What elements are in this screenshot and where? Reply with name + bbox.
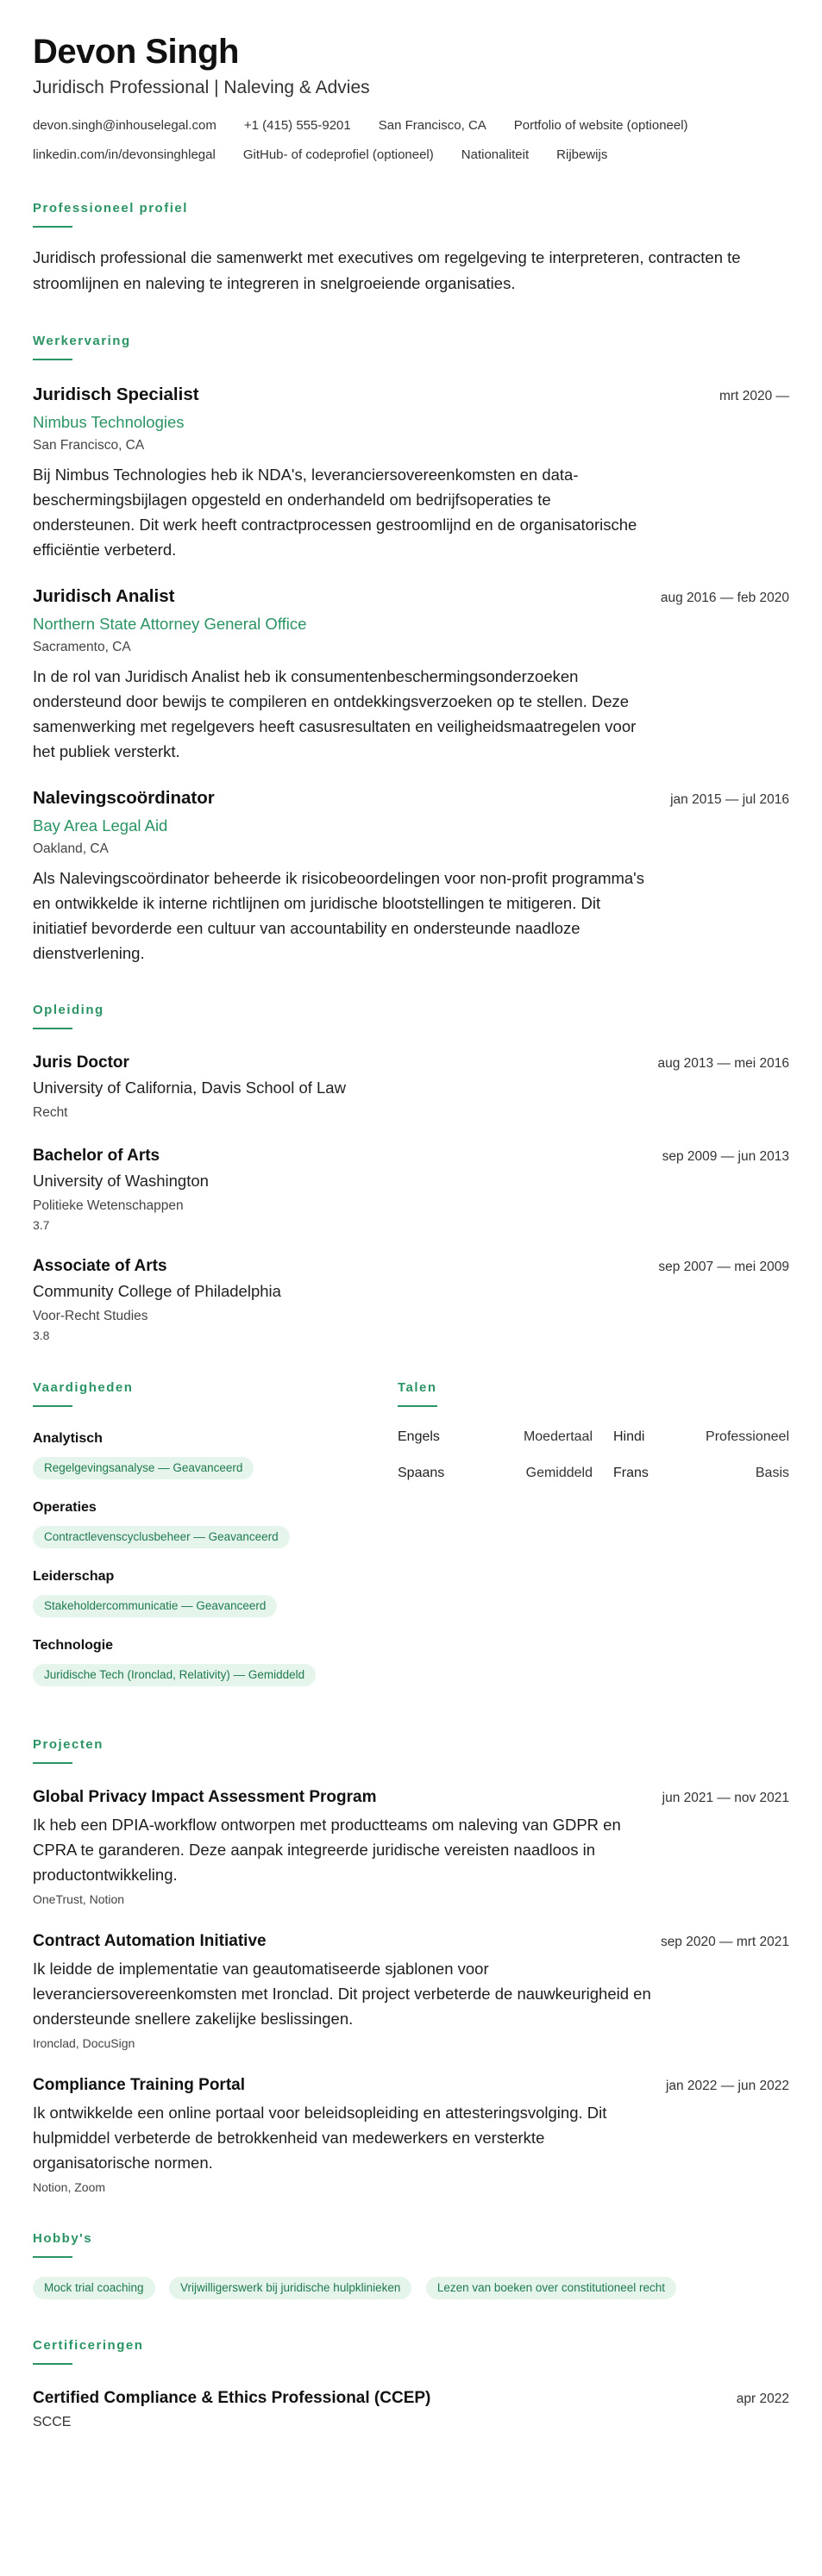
candidate-name: Devon Singh [33,33,239,71]
education-gpa: 3.8 [33,1329,50,1342]
certification-issuer: SCCE [33,2415,72,2429]
section-title: Projecten [33,1737,104,1752]
skill-tag: Regelgevingsanalyse — Geavanceerd [33,1457,254,1479]
job-title: Nalevingscoördinator [33,788,215,808]
education-gpa: 3.7 [33,1218,50,1232]
contact-list [33,117,789,164]
projects-section [33,1736,789,2196]
contact-location: San Francisco, CA [378,118,486,133]
language-name: Engels [398,1429,440,1444]
section-title: Opleiding [33,1003,104,1017]
education-degree: Juris Doctor [33,1054,129,1072]
education-field: Voor-Recht Studies [33,1309,148,1323]
project-title: Contract Automation Initiative [33,1932,267,1950]
section-divider [33,226,72,228]
language-level: Moedertaal [523,1429,593,1444]
education-field: Recht [33,1105,68,1120]
skill-category-title: Leiderschap [33,1569,115,1584]
skill-tag: Contractlevenscyclusbeheer — Geavanceerd [33,1526,290,1548]
project-description: Ik leidde de implementatie van geautomatiseerde sjablonen voor leveranciersovereenkomsten met Ironclad. Dit project verbeterde de nauwkeurigheid en ondersteunde snellere zakelijke beslissingen. [33,1960,651,2028]
language-level: Gemiddeld [525,1466,593,1480]
project-dates: jun 2021 — nov 2021 [662,1791,789,1805]
certification-entry [33,2387,789,2432]
education-entry [33,1255,789,1343]
education-school: Community College of Philadelphia [33,1282,281,1300]
project-description: Ik ontwikkelde een online portaal voor beleidsopleiding en attesteringsvolging. Dit hulpmiddel verbeterde de betrokkenheid van medewerkers en versterkte organisatorische normen. [33,2104,607,2172]
contact-phone[interactable]: +1 (415) 555-9201 [243,118,351,133]
hobby-list [33,2280,789,2299]
contact-linkedin[interactable]: linkedin.com/in/devonsinghlegal [33,147,216,162]
education-degree: Bachelor of Arts [33,1147,160,1165]
project-entry [33,1786,789,1908]
project-entry [33,2074,789,2196]
resume-header [33,31,789,164]
education-dates: sep 2009 — jun 2013 [662,1149,789,1164]
skill-category [33,1636,398,1686]
project-title: Compliance Training Portal [33,2076,245,2094]
skill-category-title: Analytisch [33,1431,103,1446]
section-divider [33,1028,72,1029]
skill-tag: Juridische Tech (Ironclad, Relativity) — Gemiddeld [33,1664,316,1686]
job-dates: mrt 2020 — [719,389,789,403]
section-divider [33,2256,72,2258]
certification-date: apr 2022 [736,2392,789,2406]
skill-category-title: Operaties [33,1500,97,1515]
section-divider [33,359,72,360]
hobby-tag: Lezen van boeken over constitutioneel recht [426,2277,676,2299]
language-level: Basis [755,1466,789,1480]
section-title: Certificeringen [33,2338,144,2353]
section-title: Hobby's [33,2231,93,2246]
skill-tag: Stakeholdercommunicatie — Geavanceerd [33,1595,277,1617]
project-dates: jan 2022 — jun 2022 [665,2079,789,2093]
section-divider [33,1405,72,1407]
skills-languages-row [33,1379,789,1705]
job-title: Juridisch Specialist [33,385,199,404]
contact-drivers-license: Rijbewijs [556,147,608,162]
job-entry [33,786,789,966]
education-degree: Associate of Arts [33,1257,167,1275]
project-dates: sep 2020 — mrt 2021 [660,1935,789,1949]
hobbies-section [33,2230,789,2299]
education-school: University of Washington [33,1172,209,1190]
education-dates: sep 2007 — mei 2009 [658,1260,789,1274]
project-tech: Notion, Zoom [33,2180,106,2194]
section-title: Talen [398,1380,437,1395]
education-school: University of California, Davis School of Law [33,1079,346,1097]
education-section [33,1002,789,1343]
language-name: Spaans [398,1466,445,1480]
job-entry [33,383,789,562]
project-tech: OneTrust, Notion [33,1892,125,1906]
project-tech: Ironclad, DocuSign [33,2036,135,2050]
contact-github[interactable]: GitHub- of codeprofiel (optioneel) [242,147,434,162]
skill-category [33,1429,398,1479]
education-field: Politieke Wetenschappen [33,1198,184,1213]
job-location: Oakland, CA [33,841,109,856]
job-organization: Nimbus Technologies [33,413,185,431]
language-name: Frans [613,1466,649,1480]
section-divider [33,1762,72,1764]
language-name: Hindi [613,1429,645,1444]
job-location: Sacramento, CA [33,640,131,654]
section-divider [398,1405,437,1407]
language-level: Professioneel [706,1429,789,1444]
language-list [398,1428,789,1483]
section-title: Professioneel profiel [33,201,188,216]
education-entry [33,1145,789,1233]
section-divider [33,2363,72,2365]
certification-name: Certified Compliance & Ethics Professional (CCEP) [33,2389,431,2407]
job-entry [33,585,789,764]
experience-section [33,333,789,966]
job-dates: aug 2016 — feb 2020 [660,591,789,605]
candidate-subtitle: Juridisch Professional | Naleving & Advies [33,78,370,97]
skills-section [33,1379,398,1705]
job-dates: jan 2015 — jul 2016 [670,792,789,807]
job-organization: Northern State Attorney General Office [33,615,307,633]
contact-nationality: Nationaliteit [461,147,530,162]
education-dates: aug 2013 — mei 2016 [657,1056,789,1071]
job-description: Bij Nimbus Technologies heb ik NDA's, leveranciersovereenkomsten en data-beschermingsbijlagen opgesteld en onderhandeld om bedrijfsoperaties te ondersteunen. Dit werk heeft contractprocessen gestroomlijnd en de organisatorische efficiëntie verbeterd. [33,466,637,559]
job-location: San Francisco, CA [33,438,145,453]
job-organization: Bay Area Legal Aid [33,816,168,835]
project-entry [33,1930,789,2052]
hobby-tag: Vrijwilligerswerk bij juridische hulpklinieken [169,2277,411,2299]
profile-section [33,200,789,297]
contact-portfolio[interactable]: Portfolio of website (optioneel) [513,118,688,133]
skill-category [33,1498,398,1548]
project-title: Global Privacy Impact Assessment Program [33,1788,377,1806]
languages-section [398,1379,789,1705]
skill-category-title: Technologie [33,1638,114,1653]
profile-text: Juridisch professional die samenwerkt met executives om regelgeving te interpreteren, contracten te stroomlijnen en naleving te integreren in snelgroeiende organisaties. [33,248,741,292]
job-title: Juridisch Analist [33,586,175,606]
hobby-tag: Mock trial coaching [33,2277,155,2299]
section-title: Werkervaring [33,334,131,348]
job-description: In de rol van Juridisch Analist heb ik consumentenbeschermingsonderzoeken ondersteund door bewijs te compileren en ontdekkingsverzoeken op te stellen. Deze samenwerking met regelgevers heeft casusresultaten en veiligheidsmaatregelen voor het publiek versterkt. [33,667,637,760]
certifications-section [33,2337,789,2432]
job-description: Als Nalevingscoördinator beheerde ik risicobeoordelingen voor non-profit programma's en ontwikkelde ik interne richtlijnen om juridische blootstellingen te mitigeren. Dit initiatief bevorderde een cultuur van accountability en ondersteunde naadloze dienstverlening. [33,869,644,962]
section-title: Vaardigheden [33,1380,134,1395]
contact-email[interactable]: devon.singh@inhouselegal.com [33,118,216,133]
skill-category [33,1567,398,1617]
education-entry [33,1052,789,1122]
project-description: Ik heb een DPIA-workflow ontworpen met productteams om naleving van GDPR en CPRA te garanderen. Deze aanpak integreerde juridische vereisten naadloos in productontwikkeling. [33,1816,621,1884]
